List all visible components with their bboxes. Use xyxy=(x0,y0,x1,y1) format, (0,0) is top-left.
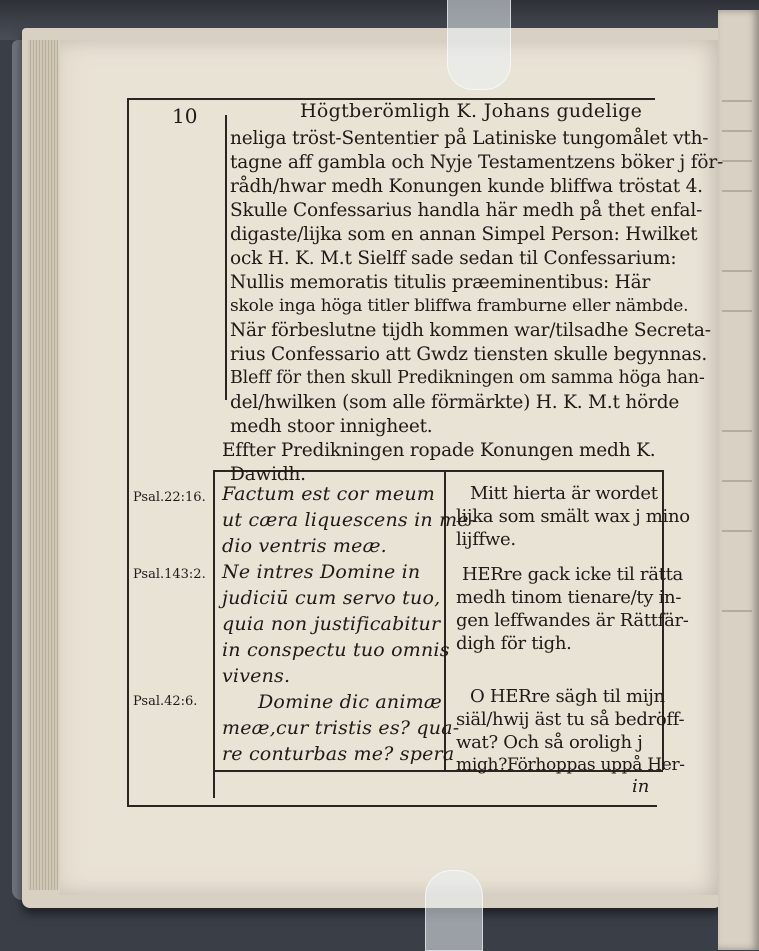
latin-line: ut cæra liquescens in me- xyxy=(222,509,476,531)
latin-line: in conspectu tuo omnis xyxy=(222,639,450,661)
page-clip-top xyxy=(447,0,511,90)
body-line: Dawidh. xyxy=(230,464,306,485)
latin-line: re conturbas me? spera xyxy=(222,743,455,765)
latin-line: vivens. xyxy=(222,665,291,687)
swedish-line: lijka som smält wax j mino xyxy=(456,506,690,527)
latin-line: Ne intres Domine in xyxy=(222,561,421,583)
body-line: skole inga höga titler bliffwa framburne eller nämbde. xyxy=(230,296,689,316)
column-left-rule xyxy=(213,470,215,798)
body-line: Skulle Confessarius handla här medh på thet enfal- xyxy=(230,200,703,221)
latin-line: meæ,cur tristis es? qua- xyxy=(222,717,460,739)
swedish-line: lijffwe. xyxy=(456,529,516,550)
body-line: medh stoor innigheet. xyxy=(230,416,433,437)
body-line: tagne aff gambla och Nyje Testamentzens böker j för- xyxy=(230,152,724,173)
page-clip-bottom xyxy=(425,870,483,951)
catchword: in xyxy=(632,776,650,797)
latin-line: quia non justificabitur xyxy=(222,613,441,635)
running-head: Högtberömligh K. Johans gudelige xyxy=(300,100,643,122)
swedish-line: O HERre sägh til mijn xyxy=(470,686,665,707)
body-line: Nullis memoratis titulis præeminentibus: Här xyxy=(230,272,651,293)
body-line: digaste/lijka som en annan Simpel Person: Hwilket xyxy=(230,224,698,245)
frame-bottom-rule xyxy=(127,805,657,807)
body-line: När förbeslutne tijdh kommen war/tilsadhe Secreta- xyxy=(230,320,711,341)
body-line: del/hwilken (som alle förmärkte) H. K. M.t hörde xyxy=(230,392,680,413)
latin-line: Domine dic animæ xyxy=(258,691,442,713)
body-line: neliga tröst-Sententier på Latiniske tungomålet vth- xyxy=(230,128,709,149)
body-line: Bleff för then skull Predikningen om samma höga han- xyxy=(230,368,705,388)
latin-line: dio ventris meæ. xyxy=(222,535,387,557)
swedish-line: gen leffwandes är Rättfär- xyxy=(456,610,689,631)
body-line: ock H. K. M.t Sielff sade sedan til Confessarium: xyxy=(230,248,677,269)
latin-line: Factum est cor meum xyxy=(222,483,435,505)
frame-left-rule xyxy=(127,98,129,806)
body-line: rius Confessario att Gwdz tiensten skulle begynnas. xyxy=(230,344,707,365)
margin-gloss: Psal.22:16. xyxy=(133,490,206,505)
margin-gloss: Psal.143:2. xyxy=(133,567,206,582)
swedish-line: siäl/hwij äst tu så bedröff- xyxy=(456,709,685,730)
body-inner-rule xyxy=(225,115,227,400)
page-edges xyxy=(28,40,58,890)
swedish-line: wat? Och så oroligh j xyxy=(456,732,643,753)
body-line: rådh/hwar medh Konungen kunde bliffwa tröstat 4. xyxy=(230,176,703,197)
swedish-line: digh för tigh. xyxy=(456,633,572,654)
body-line: Effter Predikningen ropade Konungen medh K. xyxy=(222,440,656,461)
page-number: 10 xyxy=(172,104,198,128)
swedish-line: HERre gack icke til rätta xyxy=(462,564,683,585)
swedish-line: Mitt hierta är wordet xyxy=(470,483,658,504)
latin-line: judiciū cum servo tuo, xyxy=(222,587,441,609)
margin-gloss: Psal.42:6. xyxy=(133,694,198,709)
swedish-line: migh?Förhoppas uppå Her- xyxy=(456,755,685,775)
swedish-line: medh tinom tienare/ty in- xyxy=(456,587,682,608)
right-page-edge xyxy=(718,10,759,950)
